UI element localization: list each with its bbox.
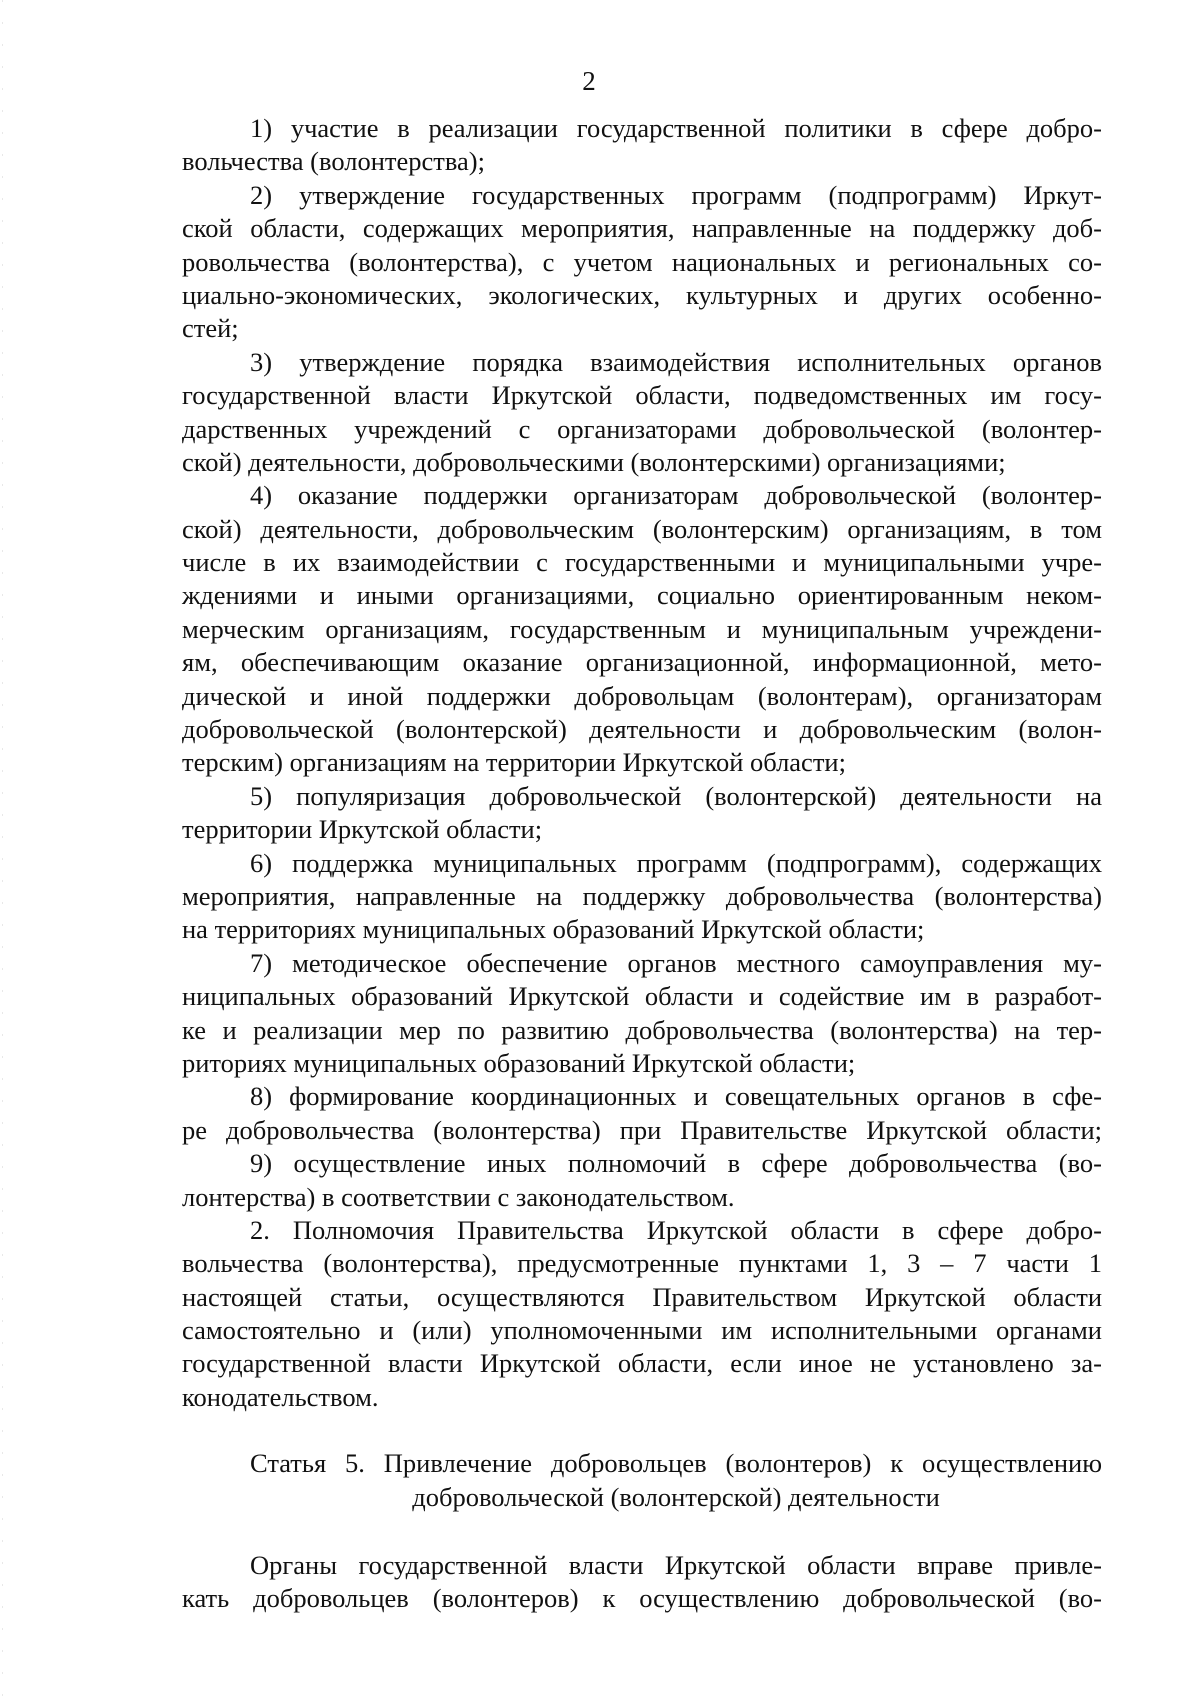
text-line: 7) методическое обеспечение органов местного самоуправления му- bbox=[250, 947, 1102, 978]
text-line: вольчества (волонтерства), предусмотренные пунктами 1, 3 – 7 части 1 bbox=[182, 1248, 1102, 1279]
text-line: дической и иной поддержки добровольцам (волонтерам), организаторам bbox=[182, 680, 1102, 711]
text-line: числе в их взаимодействии с государственными и муниципальными учре- bbox=[182, 547, 1102, 578]
paragraph-part-2 bbox=[182, 1214, 1102, 1414]
text-line: мероприятия, направленные на поддержку добровольчества (волонтерства) bbox=[182, 880, 1102, 911]
text-line: ке и реализации мер по развитию добровольчества (волонтерства) на тер- bbox=[182, 1014, 1102, 1045]
text-line: ровольчества (волонтерства), с учетом национальных и региональных со- bbox=[182, 246, 1102, 277]
document-body bbox=[182, 112, 1102, 1616]
paragraph-item-8 bbox=[182, 1080, 1102, 1147]
text-line: государственной власти Иркутской области, если иное не установлено за- bbox=[182, 1348, 1102, 1379]
text-line: 9) осуществление иных полномочий в сфере добровольчества (во- bbox=[250, 1148, 1102, 1179]
paragraph-item-5 bbox=[182, 780, 1102, 847]
text-line: ской области, содержащих мероприятия, направленные на поддержку доб- bbox=[182, 213, 1102, 244]
text-line: терским) организациям на территории Иркутской области; bbox=[182, 747, 846, 778]
text-line: вольчества (волонтерства); bbox=[182, 146, 485, 177]
article-heading-line-2: добровольческой (волонтерской) деятельности bbox=[412, 1481, 940, 1512]
article-heading-line-1: Статья 5. Привлечение добровольцев (волонтеров) к осуществлению bbox=[250, 1448, 1102, 1479]
text-line: самостоятельно и (или) уполномоченными им исполнительными органами bbox=[182, 1315, 1102, 1346]
text-line: настоящей статьи, осуществляются Правительством Иркутской области bbox=[182, 1281, 1102, 1312]
page-number: 2 bbox=[582, 66, 596, 96]
text-line: конодательством. bbox=[182, 1381, 379, 1412]
text-line: ской) деятельности, добровольческими (волонтерскими) организациями; bbox=[182, 446, 1006, 477]
text-line: 3) утверждение порядка взаимодействия исполнительных органов bbox=[250, 346, 1102, 377]
text-line: ской) деятельности, добровольческим (волонтерским) организациям, в том bbox=[182, 513, 1102, 544]
paragraph-item-9 bbox=[182, 1147, 1102, 1214]
text-line: ям, обеспечивающим оказание организационной, информационной, мето- bbox=[182, 647, 1102, 678]
text-line: добровольческой (волонтерской) деятельности и добровольческим (волон- bbox=[182, 714, 1102, 745]
paragraph-item-6 bbox=[182, 847, 1102, 947]
text-line: государственной власти Иркутской области, подведомственных им госу- bbox=[182, 380, 1102, 411]
text-line: 8) формирование координационных и совещательных органов в сфе- bbox=[250, 1081, 1102, 1112]
text-line: 5) популяризация добровольческой (волонтерской) деятельности на bbox=[250, 780, 1102, 811]
text-line: территории Иркутской области; bbox=[182, 814, 543, 845]
text-line: 1) участие в реализации государственной политики в сфере добро- bbox=[250, 113, 1102, 143]
text-line: 6) поддержка муниципальных программ (подпрограмм), содержащих bbox=[250, 847, 1102, 878]
text-line: ждениями и иными организациями, социально ориентированным неком- bbox=[182, 580, 1102, 611]
text-line: ниципальных образований Иркутской области и содействие им в разработ- bbox=[182, 981, 1102, 1012]
scan-edge-mark bbox=[2, 0, 3, 1697]
paragraph-article-5 bbox=[182, 1549, 1102, 1616]
text-line: риториях муниципальных образований Иркутской области; bbox=[182, 1047, 856, 1078]
paragraph-item-2 bbox=[182, 179, 1102, 346]
text-line: Органы государственной власти Иркутской области вправе привле- bbox=[250, 1550, 1102, 1581]
text-line: стей; bbox=[182, 313, 239, 344]
text-line: 2. Полномочия Правительства Иркутской области в сфере добро- bbox=[250, 1214, 1102, 1245]
paragraph-item-1 bbox=[182, 112, 1102, 179]
article-heading bbox=[182, 1447, 1102, 1514]
text-line: 2) утверждение государственных программ (подпрограмм) Иркут- bbox=[250, 179, 1102, 210]
text-line: дарственных учреждений с организаторами добровольческой (волонтер- bbox=[182, 413, 1102, 444]
text-line: мерческим организациям, государственным и муниципальным учреждени- bbox=[182, 613, 1102, 644]
text-line: 4) оказание поддержки организаторам добровольческой (волонтер- bbox=[250, 480, 1102, 511]
text-line: лонтерства) в соответствии с законодательством. bbox=[182, 1181, 735, 1212]
paragraph-item-3 bbox=[182, 346, 1102, 480]
paragraph-item-7 bbox=[182, 947, 1102, 1081]
text-line: циально-экономических, экологических, культурных и других особенно- bbox=[182, 279, 1102, 310]
paragraph-item-4 bbox=[182, 479, 1102, 780]
text-line: на территориях муниципальных образований Иркутской области; bbox=[182, 914, 925, 945]
text-line: кать добровольцев (волонтеров) к осуществлению добровольческой (во- bbox=[182, 1583, 1102, 1614]
text-line: ре добровольчества (волонтерства) при Правительстве Иркутской области; bbox=[182, 1114, 1102, 1145]
